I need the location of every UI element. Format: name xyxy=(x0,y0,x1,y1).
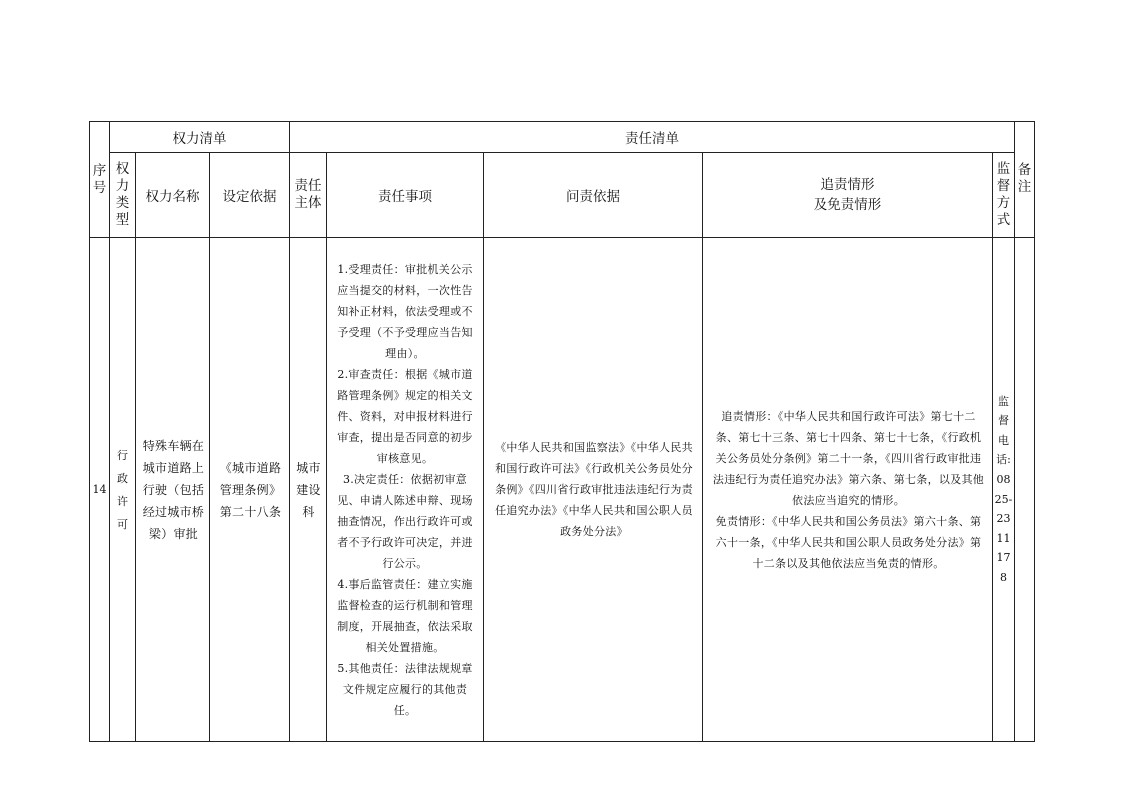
row-basis: 《城市道路管理条例》第二十八条 xyxy=(210,238,290,742)
matter-item-1: 1.受理责任：审批机关公示应当提交的材料，一次性告知补正材料，依法受理或不予受理（不予受理应当告知理由）。 xyxy=(337,262,473,360)
row-supervision: 监督电话:0825-2311178 xyxy=(993,238,1015,742)
header-pursue xyxy=(703,153,993,238)
pursue-item-1: 追责情形：《中华人民共和国行政许可法》第七十二条、第七十三条、第七十四条、第七十七条，《行政机关公务员处分条例》第二十一条，《四川省行政审批违法违纪行为责任追究办法》第六条、第七条，以及其他依法应当追究的情形。 xyxy=(712,409,985,507)
header-remarks: 备注 xyxy=(1015,122,1035,238)
header-accountability-basis: 问责依据 xyxy=(484,153,703,238)
matter-item-4: 4.事后监管责任：建立实施监督检查的运行机制和管理制度，开展抽查，依法采取相关处置措施。 xyxy=(337,577,473,654)
pursue-list xyxy=(711,406,986,574)
header-subject: 责任主体 xyxy=(290,153,327,238)
header-responsibility-list: 责任清单 xyxy=(290,122,1015,153)
matters-list xyxy=(333,259,477,721)
pursue-item-2: 免责情形：《中华人民共和国公务员法》第六十条、第六十一条，《中华人民共和国公职人员政务处分法》第十二条以及其他依法应当免责的情形。 xyxy=(715,514,982,570)
row-seq: 14 xyxy=(90,238,110,742)
header-pursue-line2: 及免责情形 xyxy=(813,197,882,213)
row-matters xyxy=(327,238,484,742)
header-power-list: 权力清单 xyxy=(110,122,290,153)
header-supervision: 监督方式 xyxy=(993,153,1015,238)
matter-item-2: 2.审查责任：根据《城市道路管理条例》规定的相关文件、资料，对申报材料进行审查，提出是否同意的初步审核意见。 xyxy=(337,367,473,465)
matter-item-3: 3.决定责任：依据初审意见、申请人陈述申辩、现场抽查情况，作出行政许可或者不予行政许可决定，并进行公示。 xyxy=(337,472,473,570)
row-remarks xyxy=(1015,238,1035,742)
row-power-name: 特殊车辆在城市道路上行驶（包括经过城市桥梁）审批 xyxy=(136,238,210,742)
row-subject: 城市建设科 xyxy=(290,238,327,742)
header-basis: 设定依据 xyxy=(210,153,290,238)
header-matters: 责任事项 xyxy=(327,153,484,238)
row-pursue xyxy=(703,238,993,742)
matter-item-5: 5.其他责任：法律法规规章文件规定应履行的其他责任。 xyxy=(337,661,473,717)
row-accountability-basis: 《中华人民共和国监察法》《中华人民共和国行政许可法》《行政机关公务员处分条例》《四川省行政审批违法违纪行为责任追究办法》《中华人民共和国公职人员政务处分法》 xyxy=(484,238,703,742)
header-seq: 序号 xyxy=(90,122,110,238)
row-power-type: 行政许可 xyxy=(110,238,136,742)
header-pursue-line1: 追责情形 xyxy=(820,177,875,193)
header-power-type: 权力类型 xyxy=(110,153,136,238)
header-power-name: 权力名称 xyxy=(136,153,210,238)
power-responsibility-table xyxy=(89,121,1035,742)
